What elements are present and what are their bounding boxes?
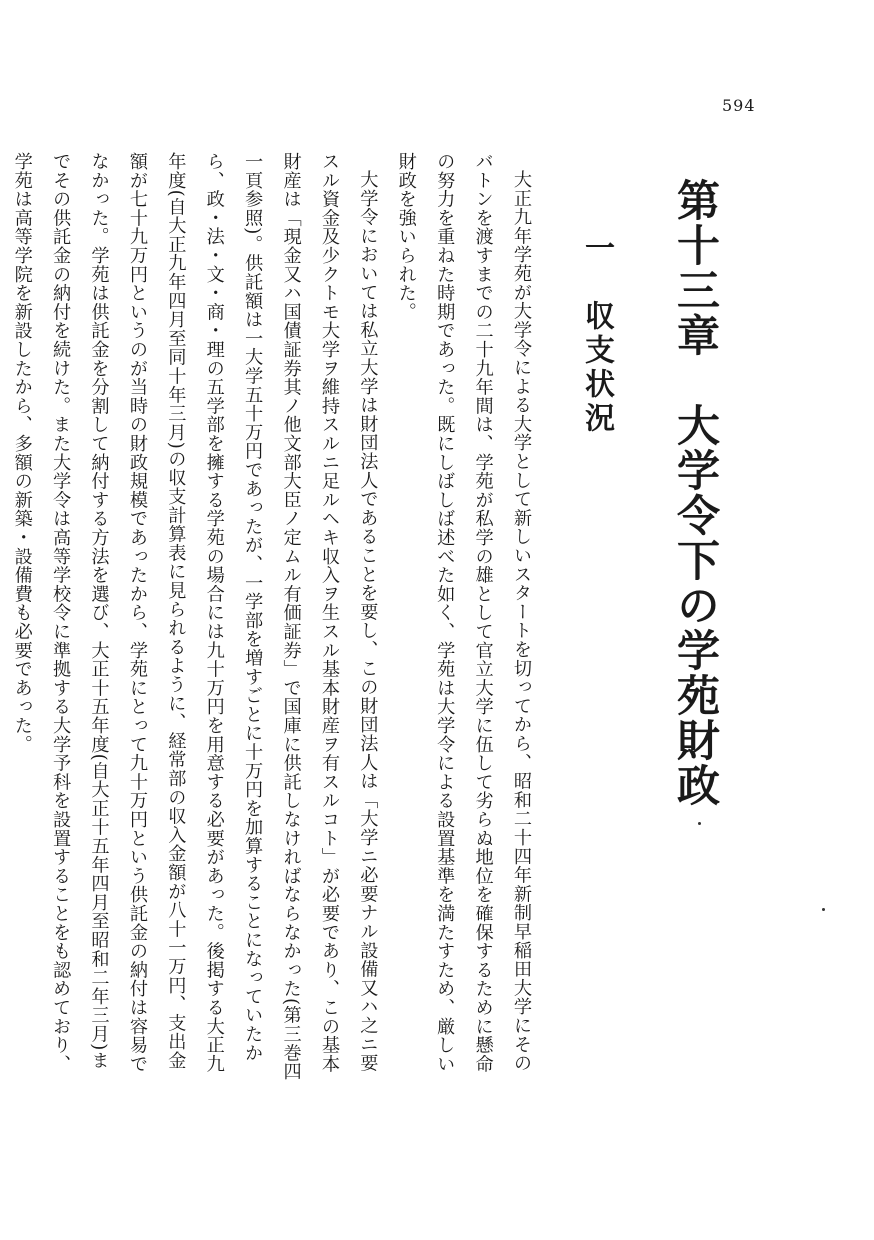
scan-speck — [698, 822, 701, 825]
section-title: 一 収支状況 — [579, 232, 614, 436]
body-text — [11, 152, 540, 1082]
scan-speck — [822, 908, 825, 911]
chapter-title: 第十三章 大学令下の学苑財政 — [670, 178, 720, 808]
paragraph: 大学令においては私立大学は財団法人であることを要し、この財団法人は「大学ニ必要ナル設備又ハ之ニ要スル資金及少クトモ大学ヲ維持スルニ足ルヘキ収入ヲ生スル基本財産ヲ有スルコト」が必要であり、この基本財産は「現金又ハ国債証券其ノ他文部大臣ノ定ムル有価証券」で国庫に供託しなければならなかった(第三巻四一頁参照)。供託額は一大学五十万円であったが、一学部を増すごとに十万円を加算することになっていたから、政・法・文・商・理の五学部を擁する学苑の場合には九十万円を用意する必要があった。後掲する大正九年度(自大正九年四月至同十年三月)の収支計算表に見られるように、経常部の収入金額が八十一万円、支出金額が七十九万円というのが当時の財政規模であったから、学苑にとって九十万円という供託金の納付は容易でなかった。学苑は供託金を分割して納付する方法を選び、大正十五年度(自大正十五年四月至昭和二年三月)までその供託金の納付を続けた。また大学令は高等学校令に準拠する大学予科を設置することをも認めており、学苑は高等学院を新設したから、多額の新築・設備費も必要であった。 — [11, 152, 379, 1081]
page-number: 594 — [722, 96, 756, 115]
paragraph: 大正九年学苑が大学令による大学として新しいスタートを切ってから、昭和二十四年新制早稲田大学にそのバトンを渡すまでの二十九年間は、学苑が私学の雄として官立大学に伍して劣らぬ地位を確保するために懸命の努力を重ねた時期であった。既にしばしば述べた如く、学苑は大学令による設置基準を満たすため、厳しい財政を強いられた。 — [395, 152, 532, 1074]
